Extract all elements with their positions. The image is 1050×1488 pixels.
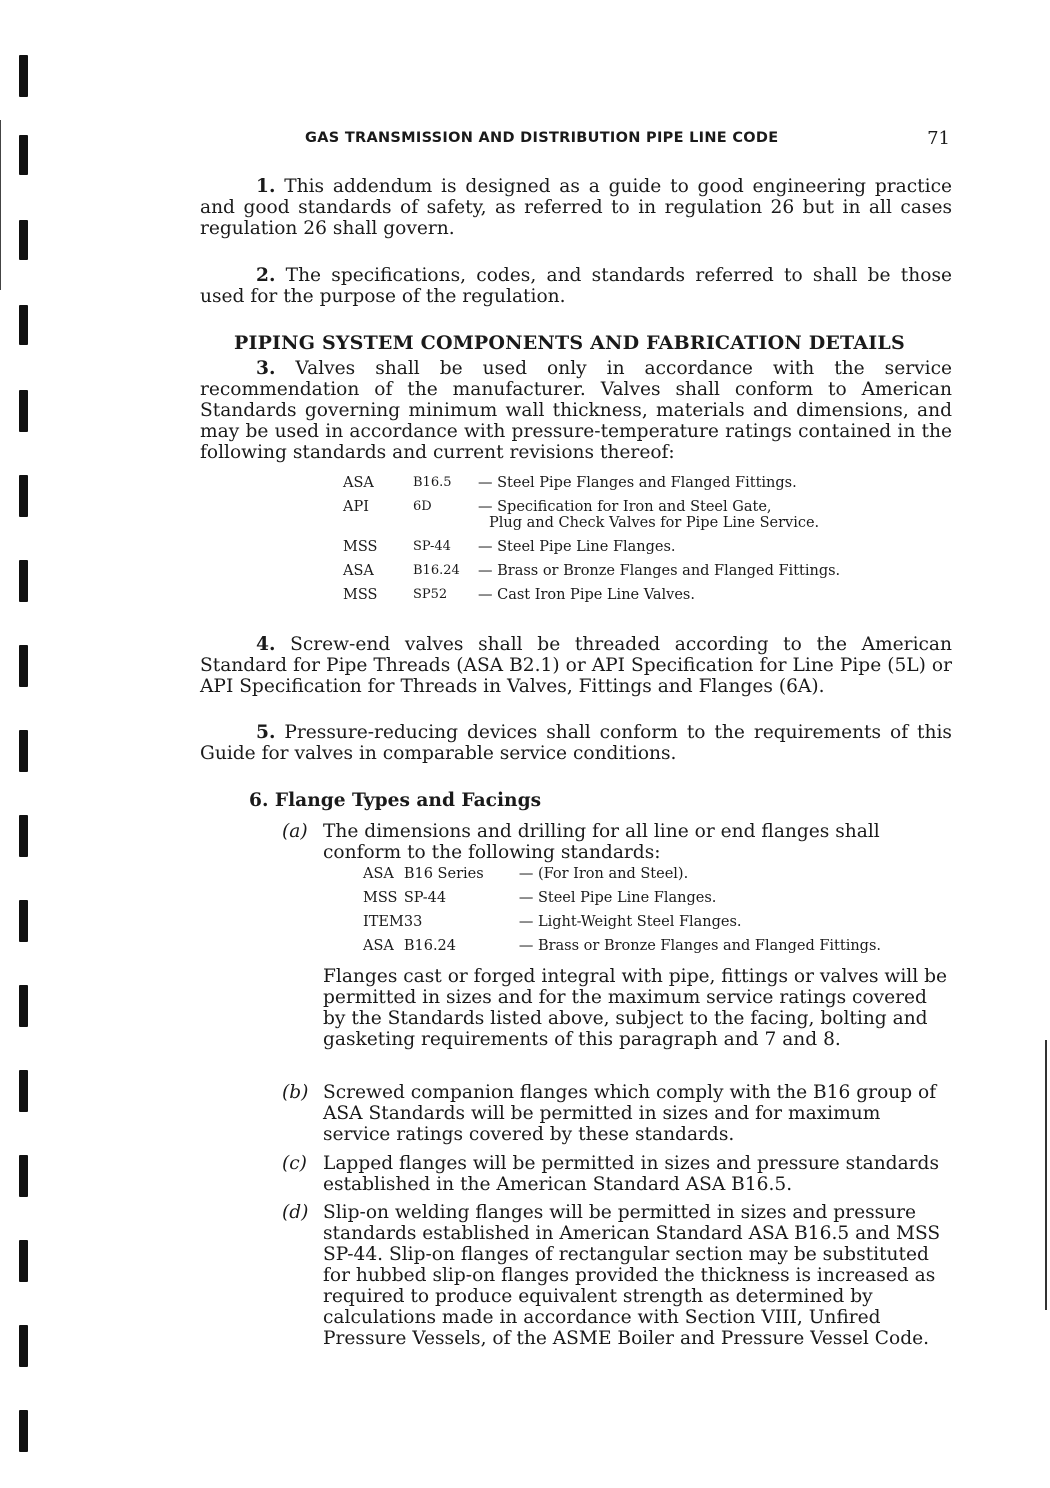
item-a-text: Flanges cast or forged integral with pipe, fittings or valves will be permitted in sizes and for the maximum service ratings covered by the Standards listed above, subject to the facing, bolting and gasketing requirements of this paragraph and 7 and 8. — [323, 966, 947, 1050]
standard-desc — [478, 499, 840, 539]
standard-desc: — Brass or Bronze Flanges and Flanged Fittings. — [478, 563, 841, 579]
standard-row — [363, 938, 881, 954]
standard-row — [343, 563, 840, 587]
standard-row — [343, 499, 840, 539]
item-label-a: (a) — [282, 821, 308, 842]
paragraph-3 — [200, 358, 952, 463]
binding-mark — [19, 1410, 28, 1452]
standard-desc: — Steel Pipe Line Flanges. — [478, 539, 676, 555]
page-number: 71 — [927, 128, 950, 149]
standard-code: B16.24 — [413, 563, 460, 578]
binding-mark — [19, 1155, 28, 1197]
standard-org: API — [343, 499, 369, 515]
binding-mark — [19, 900, 28, 942]
standard-code: B16 Series — [403, 866, 484, 882]
standard-org: ASA — [343, 563, 374, 579]
binding-mark — [19, 1325, 28, 1367]
item-label-c: (c) — [282, 1153, 307, 1174]
standard-code: 33 — [403, 914, 423, 930]
standard-code: SP-44 — [403, 890, 447, 906]
paragraph-number: 1. — [256, 176, 276, 197]
item-a-intro: The dimensions and drilling for all line or end flanges shall conform to the following standards: — [323, 821, 880, 863]
binding-mark — [19, 560, 28, 602]
margin-rule — [1045, 1040, 1047, 1310]
paragraph-1 — [200, 176, 952, 239]
standard-code: SP-44 — [413, 539, 451, 554]
binding-mark — [19, 730, 28, 772]
paragraph-number: 4. — [256, 634, 276, 655]
standard-desc: — Brass or Bronze Flanges and Flanged Fittings. — [518, 938, 881, 954]
standard-row — [343, 475, 840, 499]
standard-code: SP52 — [413, 587, 448, 602]
paragraph-5 — [200, 722, 952, 764]
standard-row — [363, 866, 881, 890]
item-b-text: Screwed companion flanges which comply with the B16 group of ASA Standards will be permitted in sizes and for maximum service ratings covered by these standards. — [323, 1082, 937, 1145]
item-d-text: Slip-on welding flanges will be permitted in sizes and pressure standards established in American Standard ASA B16.5 and MSS SP-44. Slip-on flanges of rectangular section may be substituted for hubbed slip-on flanges provided the thickness is increased as required to produce equivalent strength as determined by calculations made in accordance with Section VIII, Unfired Pressure Vessels, of the ASME Boiler and Pressure Vessel Code. — [323, 1202, 941, 1349]
standard-desc: — (For Iron and Steel). — [518, 866, 689, 882]
item-c-text: Lapped flanges will be permitted in sizes and pressure standards established in the American Standard ASA B16.5. — [323, 1153, 939, 1195]
binding-mark — [19, 1240, 28, 1282]
standard-row — [363, 914, 881, 938]
paragraph-text: Screw-end valves shall be threaded according to the American Standard for Pipe Threads (ASA B2.1) or API Specification for Line Pipe (5L) or API Specification for Threads in Valves, Fittings and Flanges (6A). — [200, 634, 952, 697]
standard-row — [343, 539, 840, 563]
item-label-b: (b) — [282, 1082, 309, 1103]
scan-edge-line — [0, 120, 1, 290]
flange-standards-table — [363, 866, 881, 954]
standard-code: 6D — [413, 499, 432, 514]
paragraph-4 — [200, 634, 952, 697]
paragraph-number: 3. — [256, 358, 276, 379]
standard-org: ASA — [363, 866, 394, 882]
binding-mark — [19, 985, 28, 1027]
paragraph-number: 2. — [256, 265, 276, 286]
binding-edge — [0, 0, 60, 1488]
binding-mark — [19, 1070, 28, 1112]
standard-org: MSS — [363, 890, 398, 906]
standard-desc: — Light-Weight Steel Flanges. — [518, 914, 742, 930]
item-label-d: (d) — [282, 1202, 309, 1223]
standard-desc-line: Plug and Check Valves for Pipe Line Service. — [489, 515, 820, 531]
paragraph-2 — [200, 265, 952, 307]
standard-row — [363, 890, 881, 914]
standard-org: ITEM — [363, 914, 404, 930]
binding-mark — [19, 475, 28, 517]
binding-mark — [19, 220, 28, 260]
running-header — [305, 130, 950, 152]
paragraph-text: Pressure-reducing devices shall conform to the requirements of this Guide for valves in comparable service conditions. — [200, 722, 952, 764]
standard-desc: — Steel Pipe Line Flanges. — [518, 890, 717, 906]
valve-standards-table — [343, 475, 840, 603]
section-heading: PIPING SYSTEM COMPONENTS AND FABRICATION DETAILS — [234, 332, 905, 354]
binding-mark — [19, 645, 28, 687]
paragraph-number: 5. — [256, 722, 276, 743]
header-title: GAS TRANSMISSION AND DISTRIBUTION PIPE LINE CODE — [305, 130, 779, 146]
paragraph-text: The specifications, codes, and standards referred to shall be those used for the purpose of the regulation. — [200, 265, 952, 307]
standard-org: MSS — [343, 587, 378, 603]
flange-types-heading: 6. Flange Types and Facings — [249, 790, 542, 811]
standard-row — [343, 587, 840, 603]
standard-org: ASA — [363, 938, 394, 954]
standard-desc-line: — Specification for Iron and Steel Gate, — [478, 499, 772, 515]
standard-desc: — Cast Iron Pipe Line Valves. — [478, 587, 695, 603]
binding-mark — [19, 55, 28, 97]
standard-code: B16.24 — [403, 938, 457, 954]
paragraph-text: This addendum is designed as a guide to good engineering practice and good standards of safety, as referred to in regulation 26 but in all cases regulation 26 shall govern. — [200, 176, 952, 239]
standard-desc: — Steel Pipe Flanges and Flanged Fittings. — [478, 475, 797, 491]
paragraph-text: Valves shall be used only in accordance with the service recommendation of the manufacturer. Valves shall conform to American Standards governing minimum wall thickness, materials and dimensions, and may be used in accordance with pressure-temperature ratings contained in the following standards and current revisions thereof: — [200, 358, 952, 463]
standard-code: B16.5 — [413, 475, 452, 490]
standard-org: MSS — [343, 539, 378, 555]
binding-mark — [19, 135, 28, 175]
standard-org: ASA — [343, 475, 374, 491]
binding-mark — [19, 390, 28, 432]
binding-mark — [19, 815, 28, 857]
binding-mark — [19, 305, 28, 345]
